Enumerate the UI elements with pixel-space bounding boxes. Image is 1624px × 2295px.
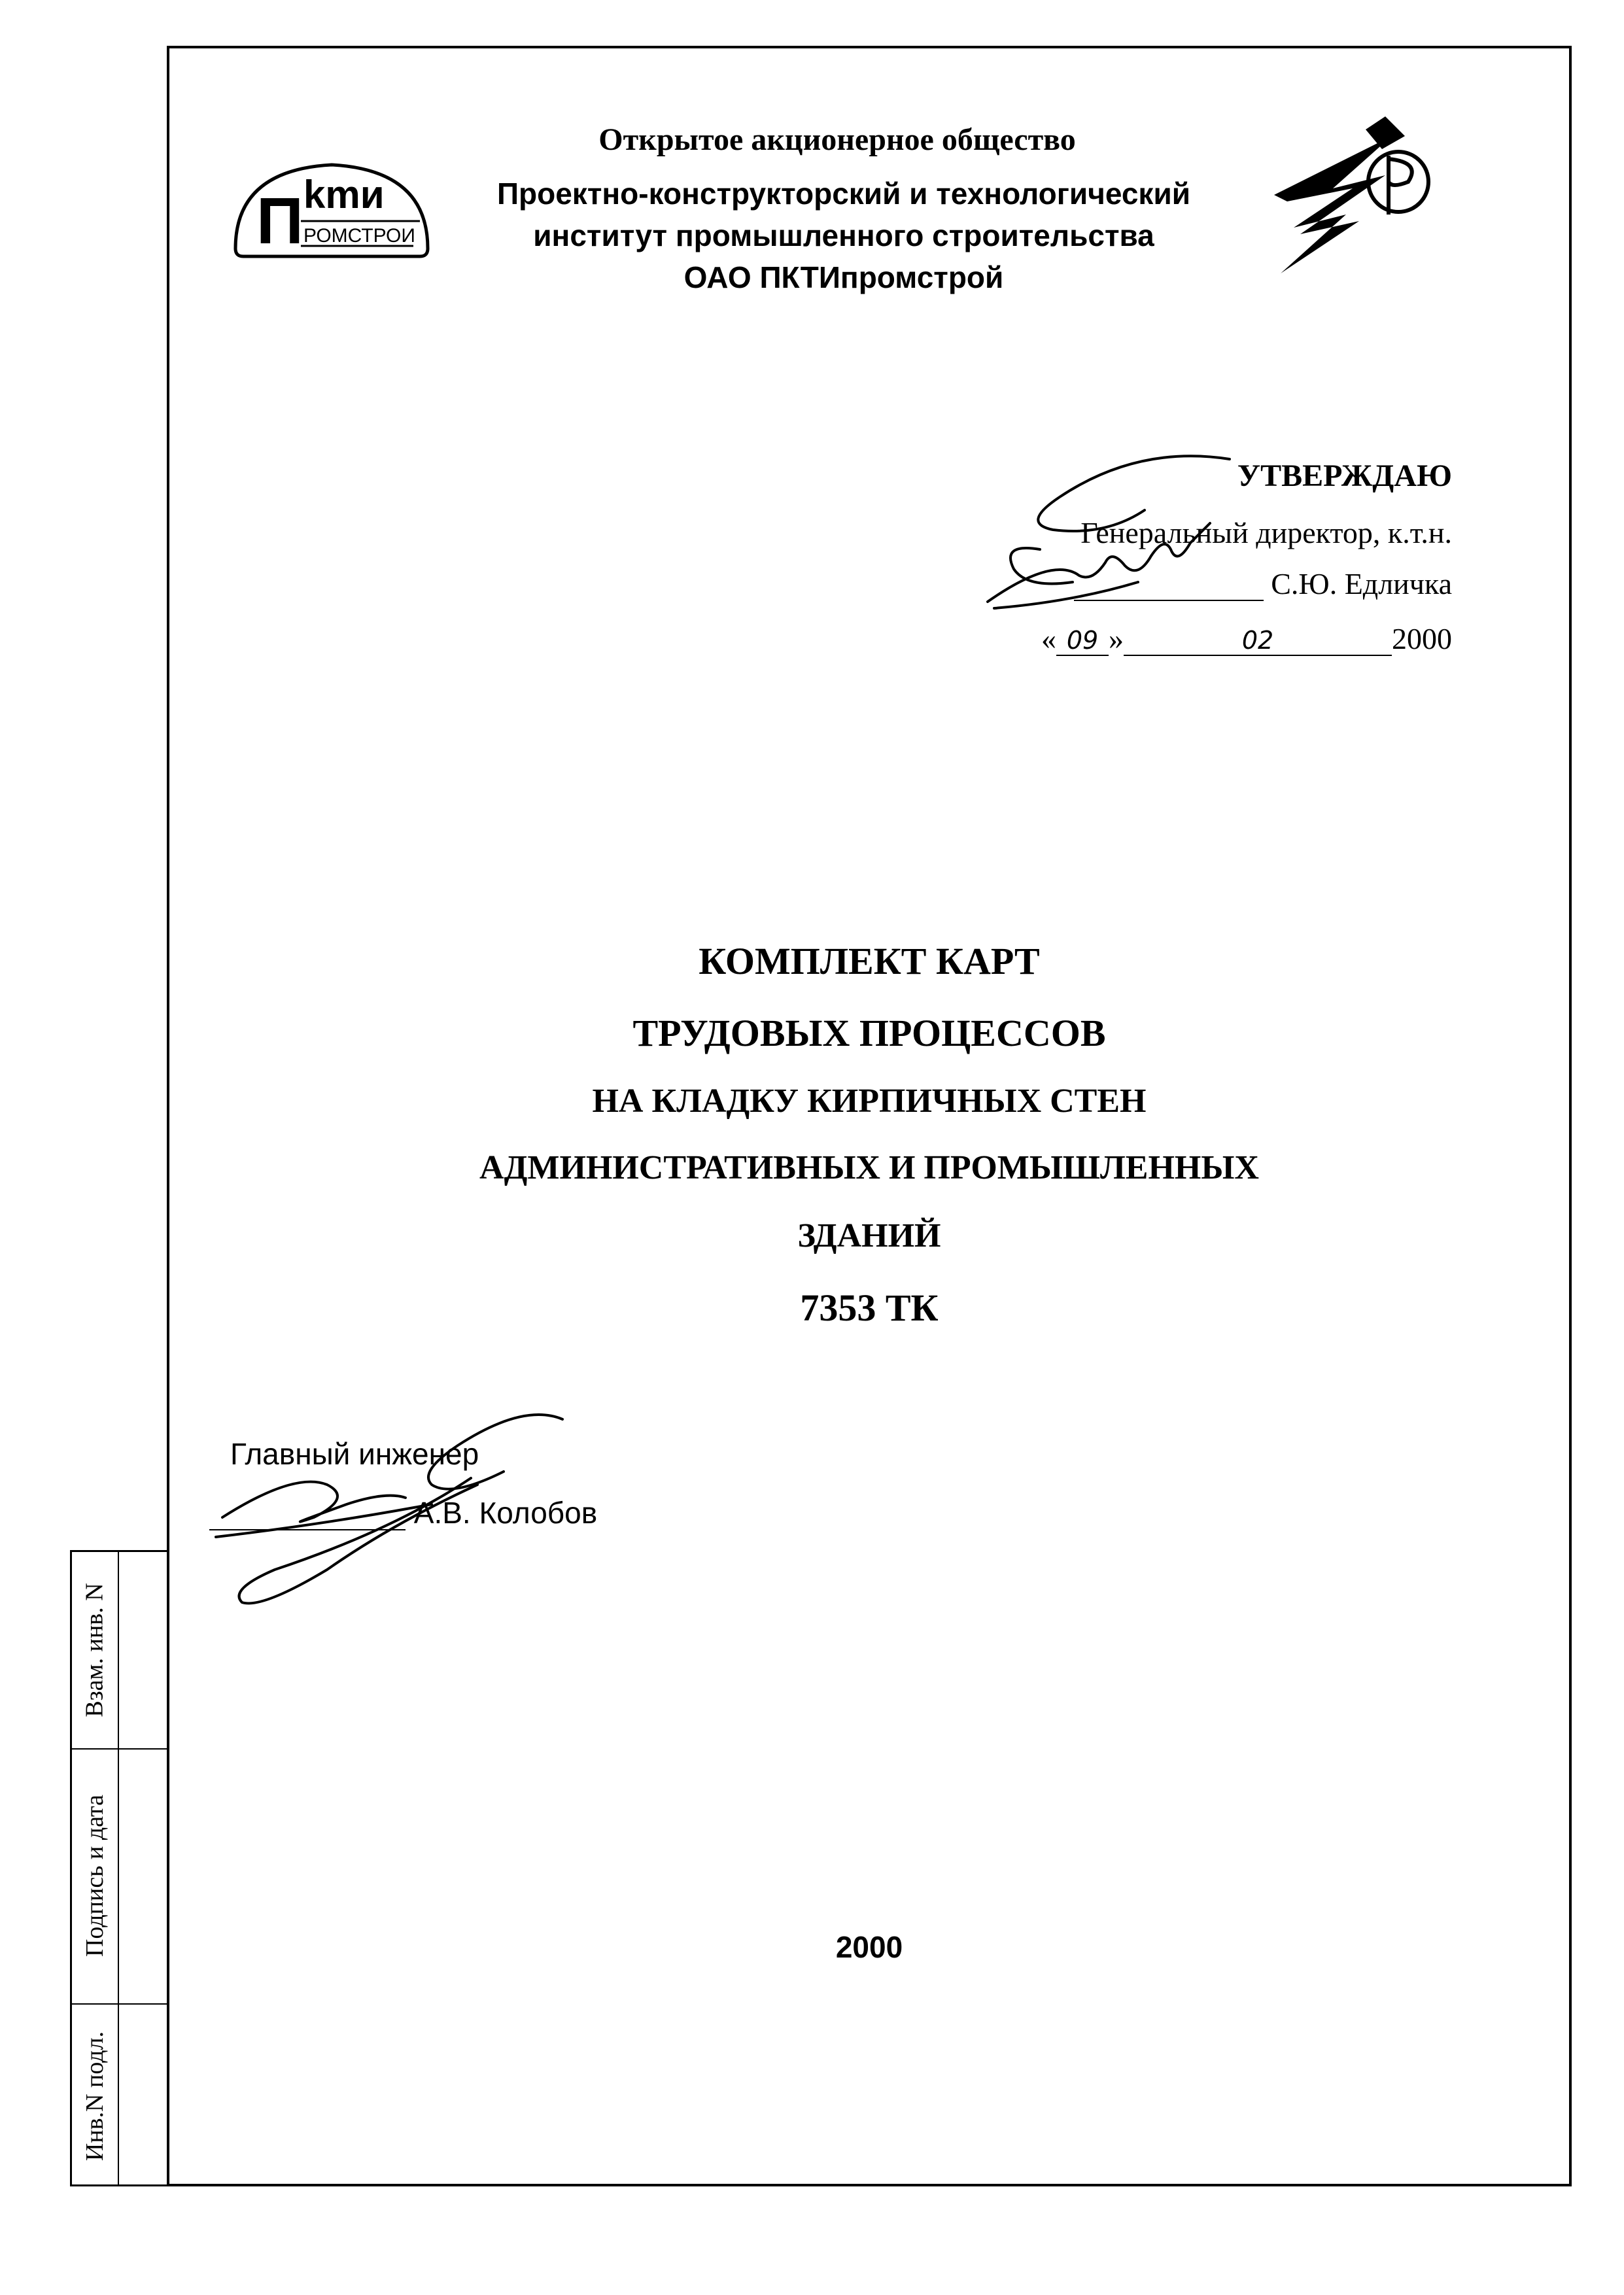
director-signature xyxy=(975,451,1249,621)
approval-position: Генеральный директор, к.т.н. xyxy=(1080,516,1452,549)
company-type: Открытое акционерное общество xyxy=(598,122,1076,157)
stamp-label-replacement-inv: Взам. инв. N xyxy=(81,1583,109,1717)
chief-engineer-position: Главный инженер xyxy=(230,1437,479,1471)
stamp-label-original-inv: Инв.N подл. xyxy=(81,2031,109,2161)
footer-year: 2000 xyxy=(835,1930,903,1964)
institute-short-name: ОАО ПКТИпромстрой xyxy=(683,260,1004,294)
date-year: 2000 xyxy=(1392,622,1452,655)
pkti-logo xyxy=(230,158,433,260)
emblem-icon xyxy=(1274,116,1443,280)
date-month: 02 xyxy=(1124,626,1392,656)
chief-engineer-name: А.В. Колобов xyxy=(413,1496,598,1530)
institute-line-2: институт промышленного строительства xyxy=(533,218,1154,252)
stamp-label-signature-date: Подпись и дата xyxy=(81,1794,109,1958)
date-close-quote: » xyxy=(1109,622,1124,655)
title-line-3: НА КЛАДКУ КИРПИЧНЫХ СТЕН xyxy=(592,1082,1147,1120)
title-line-4: АДМИНИСТРАТИВНЫХ И ПРОМЫШЛЕННЫХ xyxy=(479,1149,1259,1186)
logo-letters-kmi: kmи xyxy=(303,173,385,216)
director-name: С.Ю. Едличка xyxy=(1271,567,1452,600)
date-open-quote: « xyxy=(1041,622,1056,655)
chief-engineer-signature xyxy=(196,1406,589,1615)
logo-letters-romstroi: РОМСТРОИ xyxy=(303,225,415,247)
side-stamp-table xyxy=(70,1550,167,2186)
title-line-5: ЗДАНИЙ xyxy=(797,1217,941,1254)
approval-heading: УТВЕРЖДАЮ xyxy=(1237,458,1452,493)
title-line-2: ТРУДОВЫХ ПРОЦЕССОВ xyxy=(632,1012,1106,1054)
document-code: 7353 ТК xyxy=(800,1286,939,1329)
institute-line-1: Проектно-конструкторский и технологический xyxy=(496,177,1191,211)
date-day: 09 xyxy=(1056,626,1109,656)
title-line-1: КОМПЛЕКТ КАРТ xyxy=(699,940,1040,982)
logo-letter-p: П xyxy=(256,184,303,258)
